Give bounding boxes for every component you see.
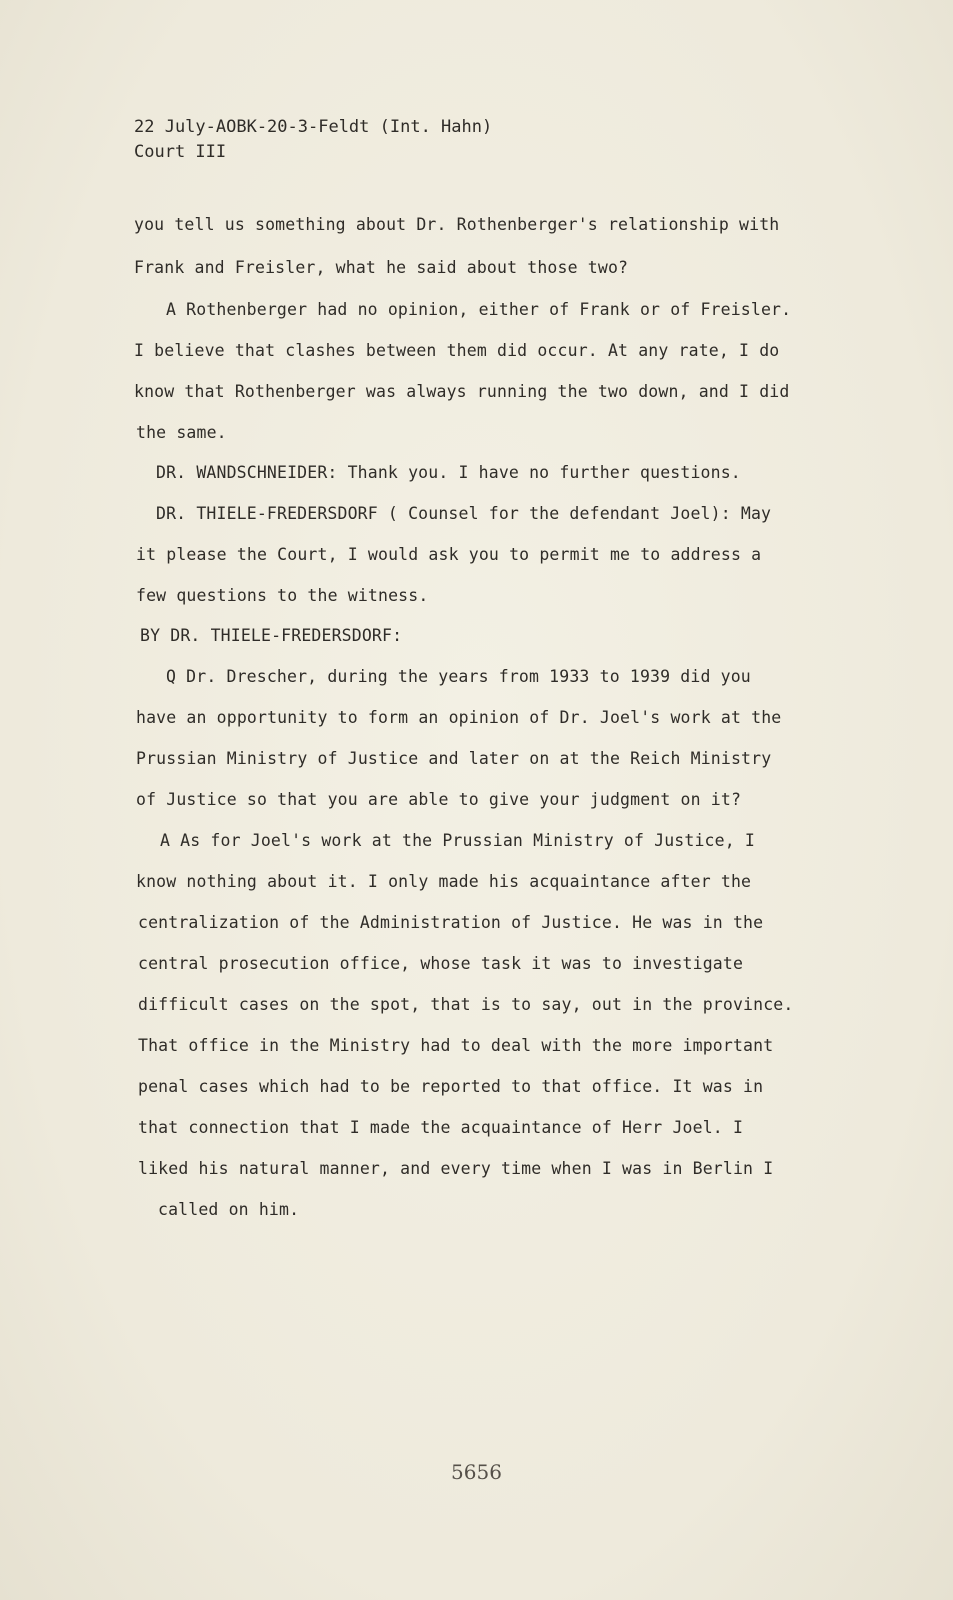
text-line: you tell us something about Dr. Rothenberger's relationship with	[134, 215, 780, 234]
text-line: A As for Joel's work at the Prussian Ministry of Justice, I	[160, 831, 755, 850]
text-line: the same.	[136, 423, 227, 442]
text-line: it please the Court, I would ask you to permit me to address a	[136, 545, 762, 564]
text-line: DR. THIELE-FREDERSDORF ( Counsel for the defendant Joel): May	[156, 504, 772, 523]
text-line: DR. WANDSCHNEIDER: Thank you. I have no further questions.	[156, 463, 741, 482]
text-line: difficult cases on the spot, that is to say, out in the province.	[138, 995, 794, 1014]
text-line: called on him.	[158, 1200, 300, 1219]
page-number: 5656	[451, 1460, 502, 1484]
text-line: Frank and Freisler, what he said about those two?	[134, 258, 629, 277]
text-line: that connection that I made the acquaintance of Herr Joel. I	[138, 1118, 744, 1137]
text-line: centralization of the Administration of Justice. He was in the	[138, 913, 764, 932]
text-line: Prussian Ministry of Justice and later on at the Reich Ministry	[136, 749, 772, 768]
text-line: of Justice so that you are able to give your judgment on it?	[136, 790, 742, 809]
text-line: central prosecution office, whose task it was to investigate	[138, 954, 744, 973]
text-line: Q Dr. Drescher, during the years from 1933 to 1939 did you	[166, 667, 751, 686]
document-header	[134, 115, 492, 165]
text-line: have an opportunity to form an opinion of Dr. Joel's work at the	[136, 708, 782, 727]
text-line: few questions to the witness.	[136, 586, 429, 605]
header-court: Court III	[134, 142, 227, 162]
text-line: I believe that clashes between them did occur. At any rate, I do	[134, 341, 780, 360]
text-line: know that Rothenberger was always running the two down, and I did	[134, 382, 790, 401]
text-line: know nothing about it. I only made his acquaintance after the	[136, 872, 752, 891]
text-line: BY DR. THIELE-FREDERSDORF:	[140, 626, 403, 645]
text-line: liked his natural manner, and every time when I was in Berlin I	[138, 1159, 774, 1178]
text-line: A Rothenberger had no opinion, either of Frank or of Freisler.	[166, 300, 792, 319]
header-reference: 22 July-AOBK-20-3-Feldt (Int. Hahn)	[134, 117, 493, 137]
text-line: penal cases which had to be reported to that office. It was in	[138, 1077, 764, 1096]
text-line: That office in the Ministry had to deal with the more important	[138, 1036, 774, 1055]
